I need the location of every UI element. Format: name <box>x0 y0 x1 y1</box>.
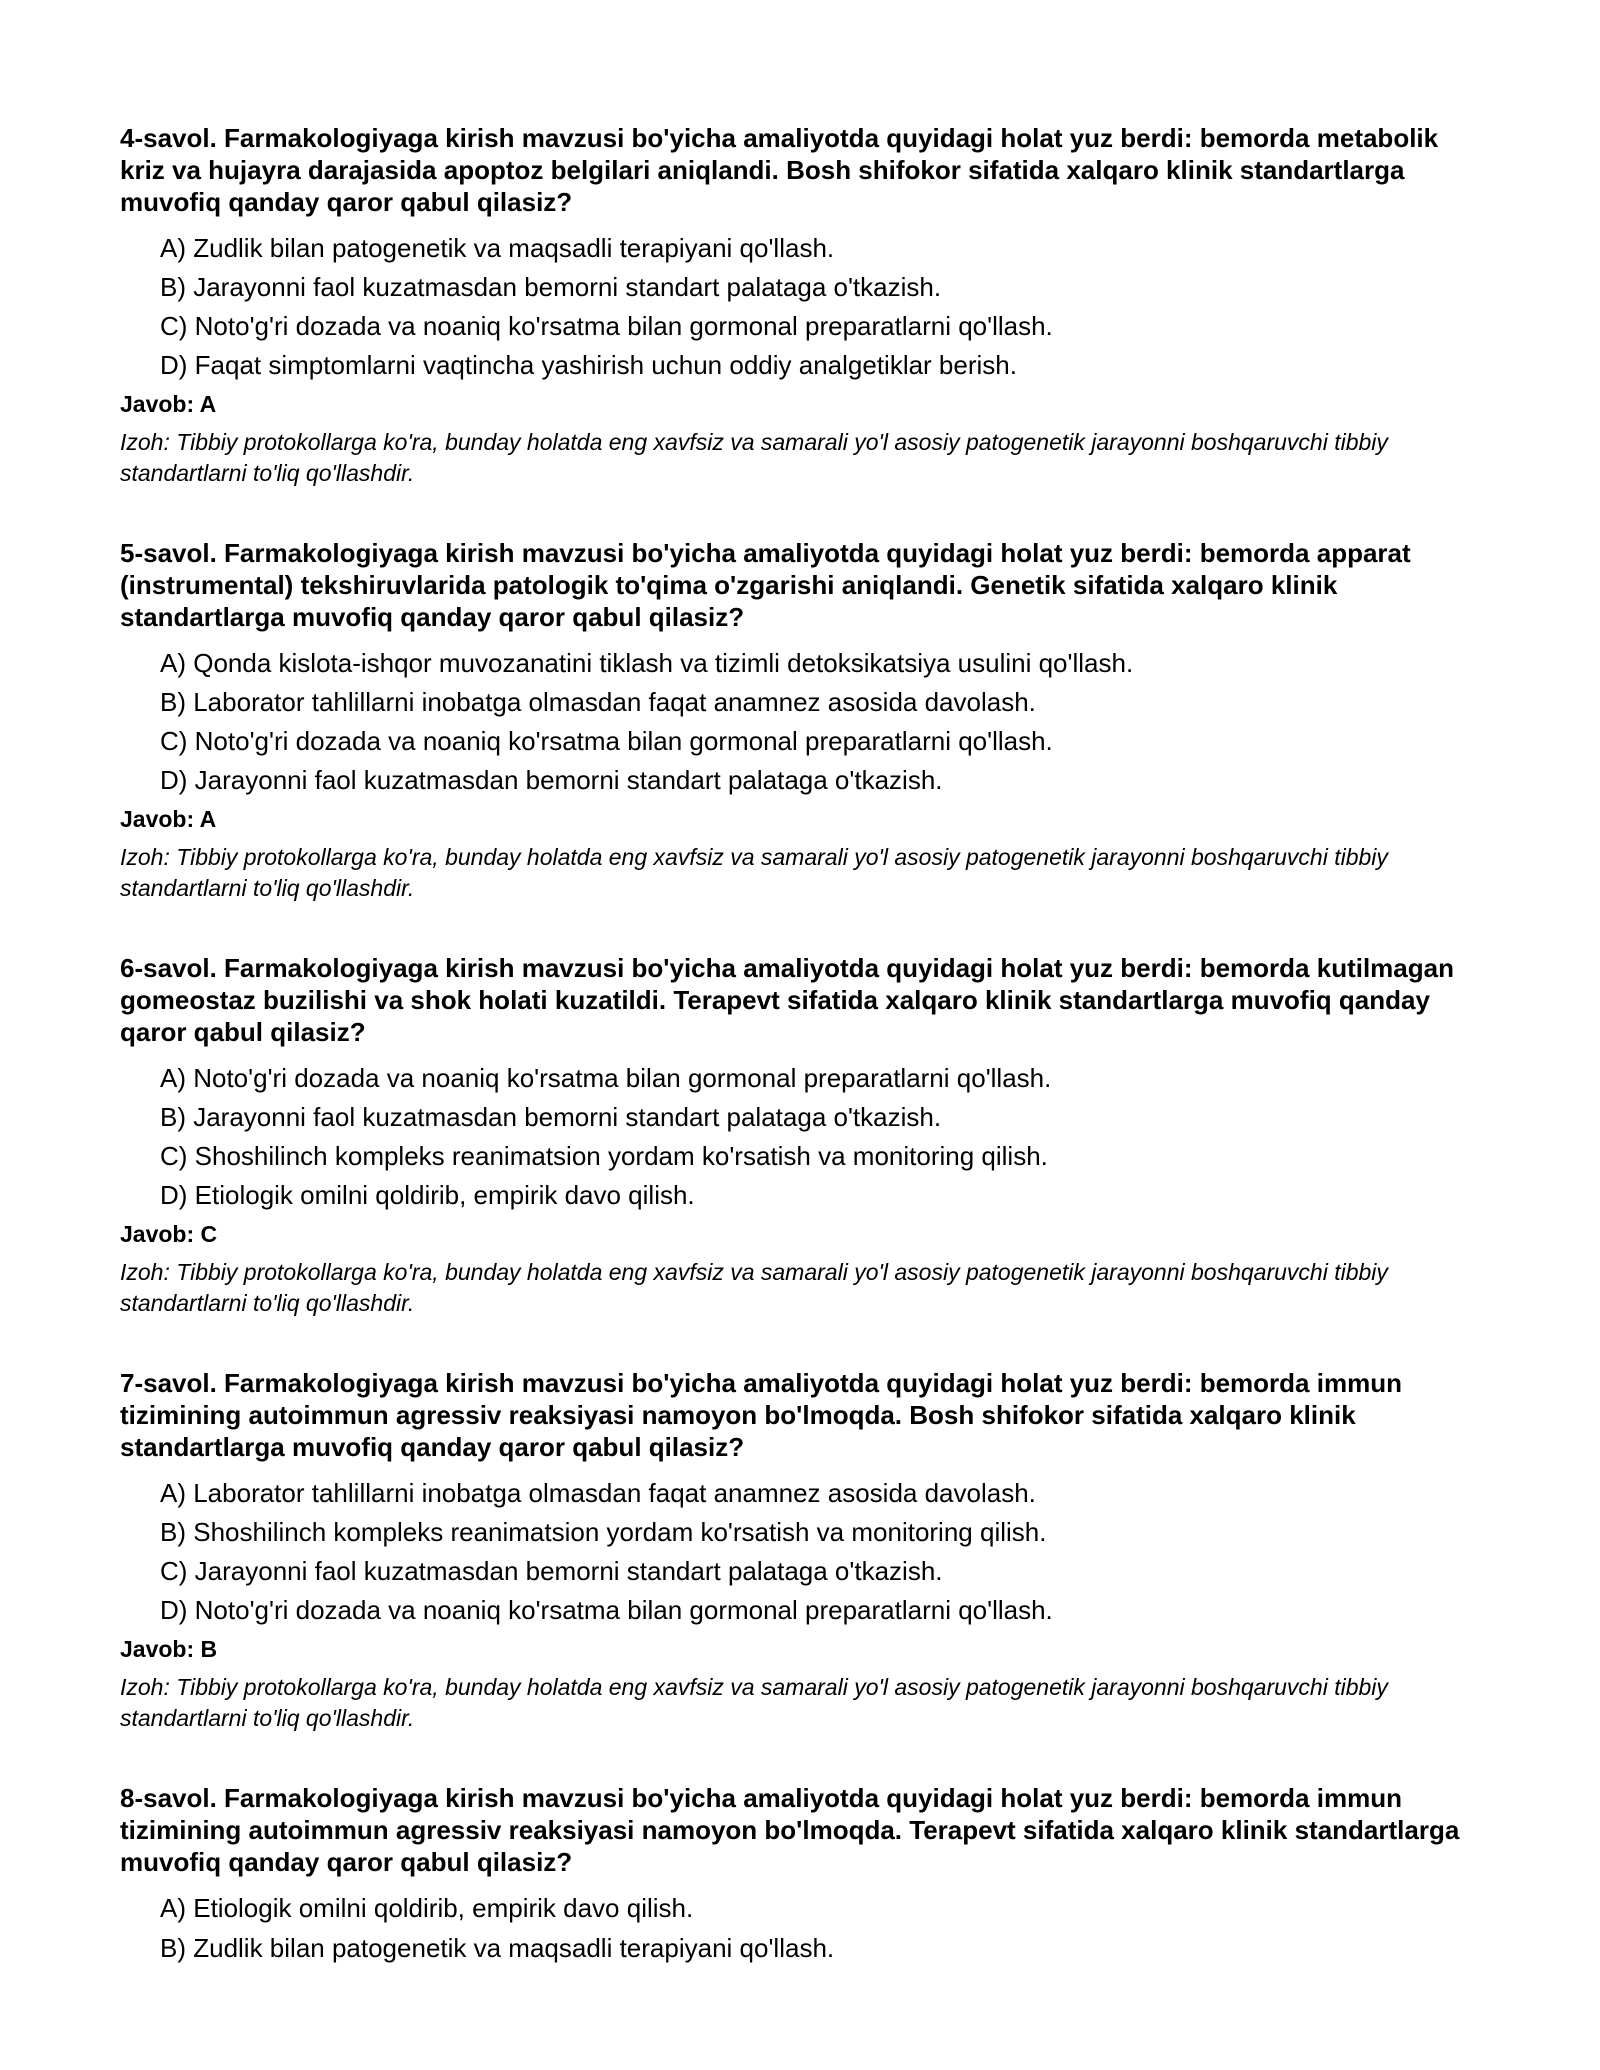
option-list <box>120 1892 1460 1964</box>
explanation-note: Izoh: Tibbiy protokollarga ko'ra, bunday holatda eng xavfsiz va samarali yo'l asosiy patogenetik jarayonni boshqaruvchi tibbiy standartlarni to'liq qo'llashdir. <box>120 844 1388 901</box>
question-text: 8-savol. Farmakologiyaga kirish mavzusi bo'yicha amaliyotda quyidagi holat yuz berdi: bemorda immun tizimining autoimmun agressiv reaksiyasi namoyon bo'lmoqda. Terapevt sifatida xalqaro klinik standartlarga muvofiq qanday qaror qabul qilasiz? <box>120 1783 1460 1877</box>
option-list <box>120 232 1460 381</box>
option-b: B) Jarayonni faol kuzatmasdan bemorni standart palataga o'tkazish. <box>160 272 942 302</box>
explanation-note: Izoh: Tibbiy protokollarga ko'ra, bunday holatda eng xavfsiz va samarali yo'l asosiy patogenetik jarayonni boshqaruvchi tibbiy standartlarni to'liq qo'llashdir. <box>120 429 1388 486</box>
question-text: 7-savol. Farmakologiyaga kirish mavzusi bo'yicha amaliyotda quyidagi holat yuz berdi: bemorda immun tizimining autoimmun agressiv reaksiyasi namoyon bo'lmoqda. Bosh shifokor sifatida xalqaro klinik standartlarga muvofiq qanday qaror qabul qilasiz? <box>120 1368 1402 1462</box>
answer-label: Javob: B <box>120 1636 218 1662</box>
option-a: A) Laborator tahlillarni inobatga olmasdan faqat anamnez asosida davolash. <box>160 1478 1036 1508</box>
option-a: A) Noto'g'ri dozada va noaniq ko'rsatma bilan gormonal preparatlarni qo'llash. <box>160 1063 1052 1093</box>
answer-label: Javob: A <box>120 806 217 832</box>
option-d: D) Faqat simptomlarni vaqtincha yashirish uchun oddiy analgetiklar berish. <box>160 350 1017 380</box>
explanation-note: Izoh: Tibbiy protokollarga ko'ra, bunday holatda eng xavfsiz va samarali yo'l asosiy patogenetik jarayonni boshqaruvchi tibbiy standartlarni to'liq qo'llashdir. <box>120 1259 1388 1316</box>
question-block <box>120 1367 1460 1734</box>
document-page <box>120 122 1460 2012</box>
option-c: C) Shoshilinch kompleks reanimatsion yordam ko'rsatish va monitoring qilish. <box>160 1141 1048 1171</box>
option-c: C) Jarayonni faol kuzatmasdan bemorni standart palataga o'tkazish. <box>160 1556 943 1586</box>
option-a: A) Etiologik omilni qoldirib, empirik davo qilish. <box>160 1893 694 1923</box>
answer-label: Javob: A <box>120 391 217 417</box>
question-text: 6-savol. Farmakologiyaga kirish mavzusi bo'yicha amaliyotda quyidagi holat yuz berdi: bemorda kutilmagan gomeostaz buzilishi va shok holati kuzatildi. Terapevt sifatida xalqaro klinik standartlarga muvofiq qanday qaror qabul qilasiz? <box>120 953 1454 1047</box>
option-d: D) Noto'g'ri dozada va noaniq ko'rsatma bilan gormonal preparatlarni qo'llash. <box>160 1595 1053 1625</box>
option-list <box>120 1062 1460 1211</box>
question-text: 4-savol. Farmakologiyaga kirish mavzusi bo'yicha amaliyotda quyidagi holat yuz berdi: bemorda metabolik kriz va hujayra darajasida apoptoz belgilari aniqlandi. Bosh shifokor sifatida xalqaro klinik standartlarga muvofiq qanday qaror qabul qilasiz? <box>120 123 1439 217</box>
answer-label: Javob: C <box>120 1221 218 1247</box>
option-b: B) Jarayonni faol kuzatmasdan bemorni standart palataga o'tkazish. <box>160 1102 942 1132</box>
option-b: B) Shoshilinch kompleks reanimatsion yordam ko'rsatish va monitoring qilish. <box>160 1517 1047 1547</box>
question-text: 5-savol. Farmakologiyaga kirish mavzusi bo'yicha amaliyotda quyidagi holat yuz berdi: bemorda apparat (instrumental) tekshiruvlarida patologik to'qima o'zgarishi aniqlandi. Genetik sifatida xalqaro klinik standartlarga muvofiq qanday qaror qabul qilasiz? <box>120 538 1411 632</box>
option-d: D) Etiologik omilni qoldirib, empirik davo qilish. <box>160 1180 695 1210</box>
option-list <box>120 1477 1460 1626</box>
question-block <box>120 122 1460 489</box>
question-block <box>120 952 1460 1319</box>
option-b: B) Zudlik bilan patogenetik va maqsadli terapiyani qo'llash. <box>160 1933 835 1963</box>
option-a: A) Qonda kislota-ishqor muvozanatini tiklash va tizimli detoksikatsiya usulini qo'llash. <box>160 648 1134 678</box>
option-a: A) Zudlik bilan patogenetik va maqsadli terapiyani qo'llash. <box>160 233 835 263</box>
option-list <box>120 647 1460 796</box>
option-c: C) Noto'g'ri dozada va noaniq ko'rsatma bilan gormonal preparatlarni qo'llash. <box>160 311 1053 341</box>
option-b: B) Laborator tahlillarni inobatga olmasdan faqat anamnez asosida davolash. <box>160 687 1036 717</box>
option-d: D) Jarayonni faol kuzatmasdan bemorni standart palataga o'tkazish. <box>160 765 943 795</box>
option-c: C) Noto'g'ri dozada va noaniq ko'rsatma bilan gormonal preparatlarni qo'llash. <box>160 726 1053 756</box>
question-block <box>120 537 1460 904</box>
explanation-note: Izoh: Tibbiy protokollarga ko'ra, bunday holatda eng xavfsiz va samarali yo'l asosiy patogenetik jarayonni boshqaruvchi tibbiy standartlarni to'liq qo'llashdir. <box>120 1674 1388 1731</box>
question-block <box>120 1782 1460 1964</box>
